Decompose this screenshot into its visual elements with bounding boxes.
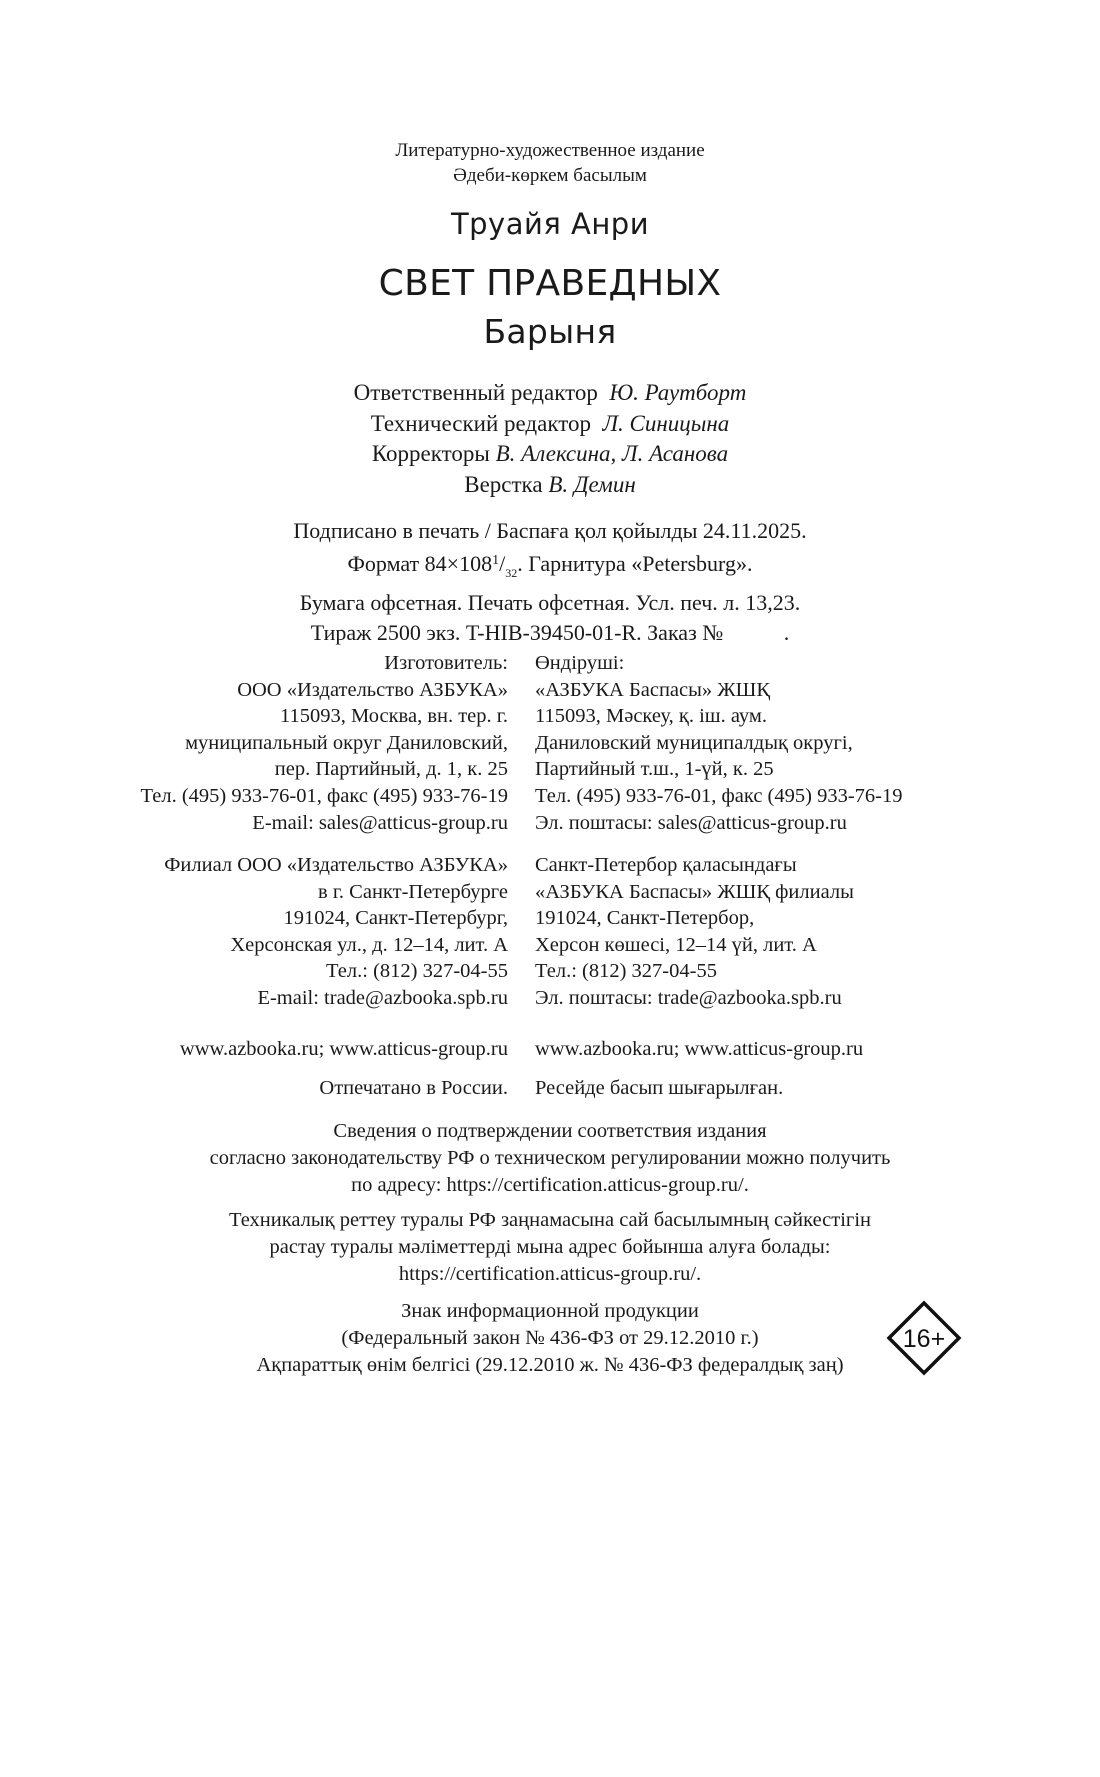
address-line: Херсон көшесі, 12–14 үй, лит. А [535,933,817,956]
email-line: E-mail: trade@azbooka.spb.ru [257,986,508,1009]
format-size: Формат 84×108 [347,551,493,576]
signed-to-print: Подписано в печать / Баспаға қол қойылды 24.11.2025. [293,518,807,543]
print-run-line: Тираж 2500 экз. T-HIB-39450-01-R. Заказ № . [310,620,790,645]
paper-line: Бумага офсетная. Печать офсетная. Усл. печ. л. 13,23. [299,590,801,615]
address-line: пер. Партийный, д. 1, к. 25 [274,758,508,781]
certification-line: согласно законодательству РФ о техническом регулировании можно получить [209,1147,891,1169]
credit-name: В. Алексина, Л. Асанова [495,441,729,466]
credit-role: Ответственный редактор [353,380,598,405]
edition-type-ru: Литературно-художественное издание [395,140,705,161]
credit-role: Корректоры [371,441,490,466]
branch-name: «АЗБУКА Баспасы» ЖШҚ филиалы [535,880,854,903]
printed-in-kz: Ресейде басып шығарылған. [535,1077,784,1099]
diamond-age-rating-icon [886,1300,962,1376]
edition-type [0,138,1100,188]
format-fraction-num: 1 [492,553,500,568]
certification-url-line: https://certification.atticus-group.ru/. [398,1263,702,1285]
address-line: 115093, Москва, вн. тер. г. [280,705,508,728]
address-line: Даниловский муниципалдық округі, [535,731,853,754]
credit-name: Ю. Раутборт [609,380,747,405]
address-line: 191024, Санкт-Петербор, [535,907,755,930]
format-fraction-slash: / [499,551,506,576]
websites-kz: www.azbooka.ru; www.atticus-group.ru [535,1038,864,1060]
address-line: Партийный т.ш., 1-үй, к. 25 [535,758,774,781]
manufacturer-label: Өндіруші: [535,652,625,674]
phone-line: Тел.: (812) 327-04-55 [535,960,717,983]
credit-line [0,378,1100,409]
manufacturer-kz [535,650,903,836]
email-line: Эл. поштасы: trade@azbooka.spb.ru [535,986,842,1009]
email-line: Эл. поштасы: sales@atticus-group.ru [535,811,847,834]
websites-ru: www.azbooka.ru; www.atticus-group.ru [179,1038,508,1060]
certification-url-line: по адресу: https://certification.atticus-group.ru/. [351,1174,749,1196]
email-line: E-mail: sales@atticus-group.ru [252,811,508,834]
book-subtitle: Барыня [483,312,617,351]
branch-name: Филиал ООО «Издательство АЗБУКА» [164,854,508,876]
credit-name: Л. Синицына [602,410,730,436]
phone-line: Тел.: (812) 327-04-55 [326,960,508,983]
certification-line: Сведения о подтверждении соответствия издания [333,1120,767,1142]
printed-in-ru: Отпечатано в России. [319,1077,508,1099]
edition-type-kz: Әдеби-көркем басылым [453,165,647,186]
format-fraction-den: 32 [505,566,518,580]
manufacturer-ru [141,650,509,836]
format-line [0,546,1100,588]
imprint-details [0,516,1100,648]
sign-line: Знак информационной продукции [401,1300,699,1322]
address-line: муниципальный округ Даниловский, [185,731,508,754]
manufacturer-name: ООО «Издательство АЗБУКА» [237,678,508,701]
certification-ru [0,1118,1100,1199]
address-line: 115093, Мәскеу, қ. іш. аум. [535,705,767,728]
manufacturer-label: Изготовитель: [384,652,508,674]
address-line: 191024, Санкт-Петербург, [283,907,508,930]
credit-role: Верстка [464,471,543,497]
certification-line: растау туралы мәліметтерді мына адрес бойынша алуға болады: [269,1236,831,1258]
credit-line [0,409,1100,440]
branch-kz [535,852,854,1012]
credit-line [0,470,1100,501]
credit-line [0,439,1100,470]
sign-line: (Федеральный закон № 436-ФЗ от 29.12.2010 г.) [341,1327,759,1349]
credit-name: В. Демин [548,471,636,497]
credit-role: Технический редактор [370,410,591,436]
sign-line: Ақпараттық өнім белгісі (29.12.2010 ж. № 436-ФЗ федералдық заң) [256,1354,844,1376]
credits [0,378,1100,500]
certification-line: Техникалық реттеу туралы РФ заңнамасына сай басылымның сәйкестігін [228,1209,872,1231]
branch-city: в г. Санкт-Петербурге [318,880,508,903]
book-title: СВЕТ ПРАВЕДНЫХ [378,263,722,304]
branch-city: Санкт-Петербор қаласындағы [535,854,797,876]
age-rating-text: 16+ [902,1325,946,1353]
author-name: Труайя Анри [450,207,650,241]
phone-line: Тел. (495) 933-76-01, факс (495) 933-76-19 [535,784,903,807]
address-line: Херсонская ул., д. 12–14, лит. А [230,933,508,956]
branch-ru [164,852,508,1012]
certification-kz [0,1207,1100,1288]
phone-line: Тел. (495) 933-76-01, факс (495) 933-76-19 [140,784,508,807]
manufacturer-name: «АЗБУКА Баспасы» ЖШҚ [535,678,770,701]
typeface: . Гарнитура «Petersburg». [517,551,753,576]
